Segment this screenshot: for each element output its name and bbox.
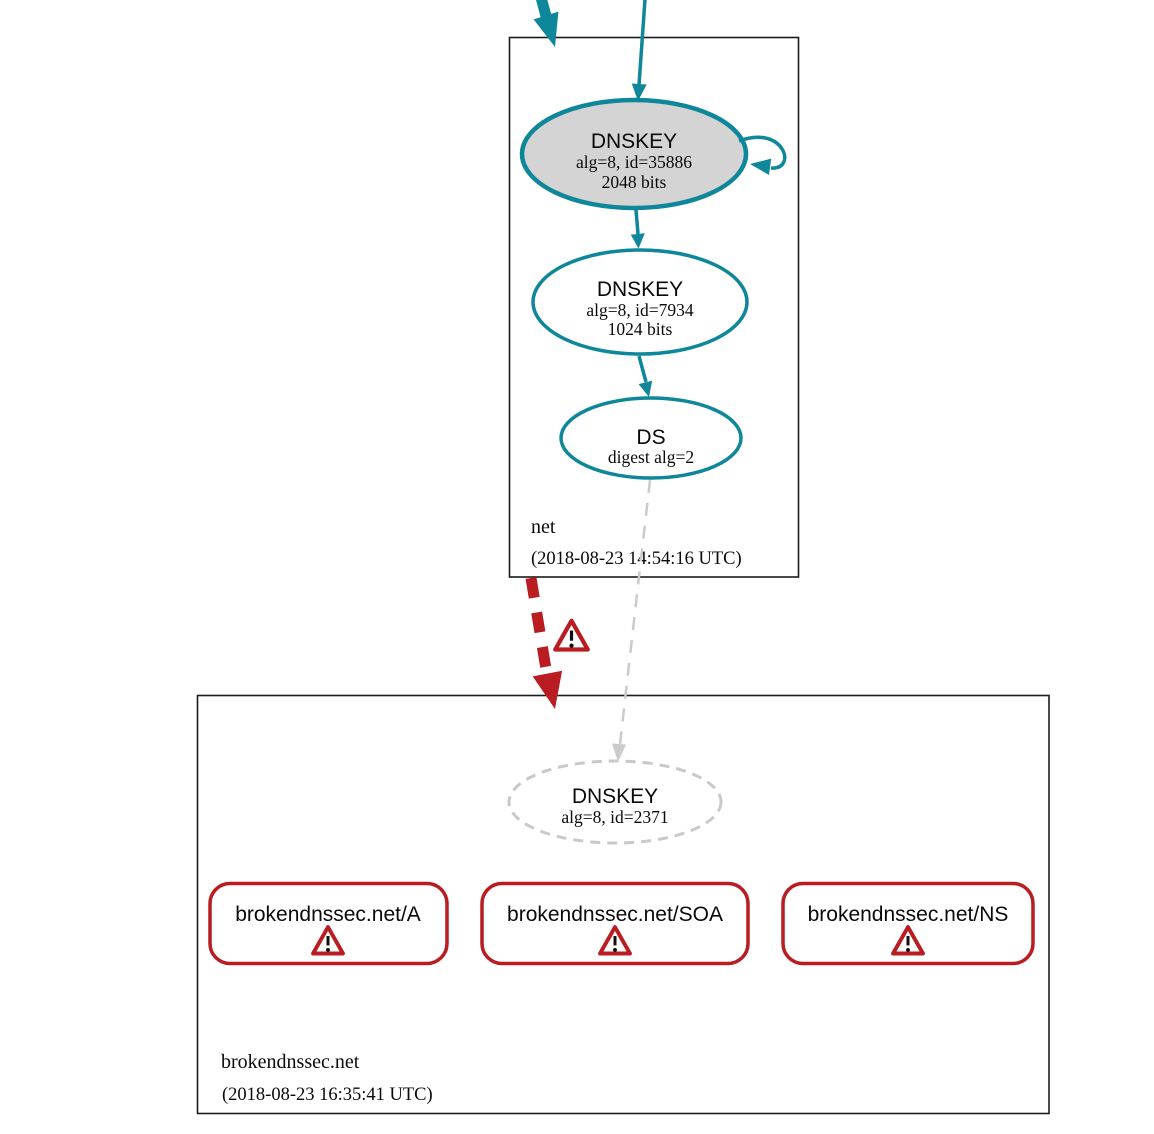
rrset-a-label: brokendnssec.net/A: [235, 903, 421, 926]
zone-label-net: net: [531, 516, 556, 538]
rrset-ns-label: brokendnssec.net/NS: [807, 903, 1009, 926]
ksk-detail-1: alg=8, id=35886: [576, 152, 692, 172]
ds-detail-1: digest alg=2: [607, 447, 695, 467]
zone-timestamp-net: (2018-08-23 14:54:16 UTC): [531, 549, 742, 569]
ksk-detail-2: 2048 bits: [601, 172, 667, 192]
node-dnskey-zsk-net[interactable]: [533, 250, 747, 354]
node-dnskey-brokendnssec[interactable]: [509, 761, 721, 843]
ksk-title: DNSKEY: [590, 130, 678, 153]
node-rrset-ns[interactable]: [783, 884, 1033, 964]
rrset-soa-label: brokendnssec.net/SOA: [507, 903, 723, 926]
zsk-detail-2: 1024 bits: [607, 319, 673, 339]
zone-label-brokendnssec: brokendnssec.net: [221, 1051, 360, 1073]
child-dnskey-title: DNSKEY: [571, 785, 659, 808]
zsk-detail-1: alg=8, id=7934: [586, 300, 694, 320]
ds-title: DS: [636, 426, 666, 449]
zsk-title: DNSKEY: [596, 278, 684, 301]
zone-timestamp-brokendnssec: (2018-08-23 16:35:41 UTC): [222, 1085, 433, 1105]
node-ds-net[interactable]: [561, 398, 741, 478]
warning-icon: [555, 621, 588, 650]
node-rrset-soa[interactable]: [482, 884, 748, 964]
node-rrset-a[interactable]: [210, 884, 447, 964]
child-dnskey-detail-1: alg=8, id=2371: [561, 807, 669, 827]
